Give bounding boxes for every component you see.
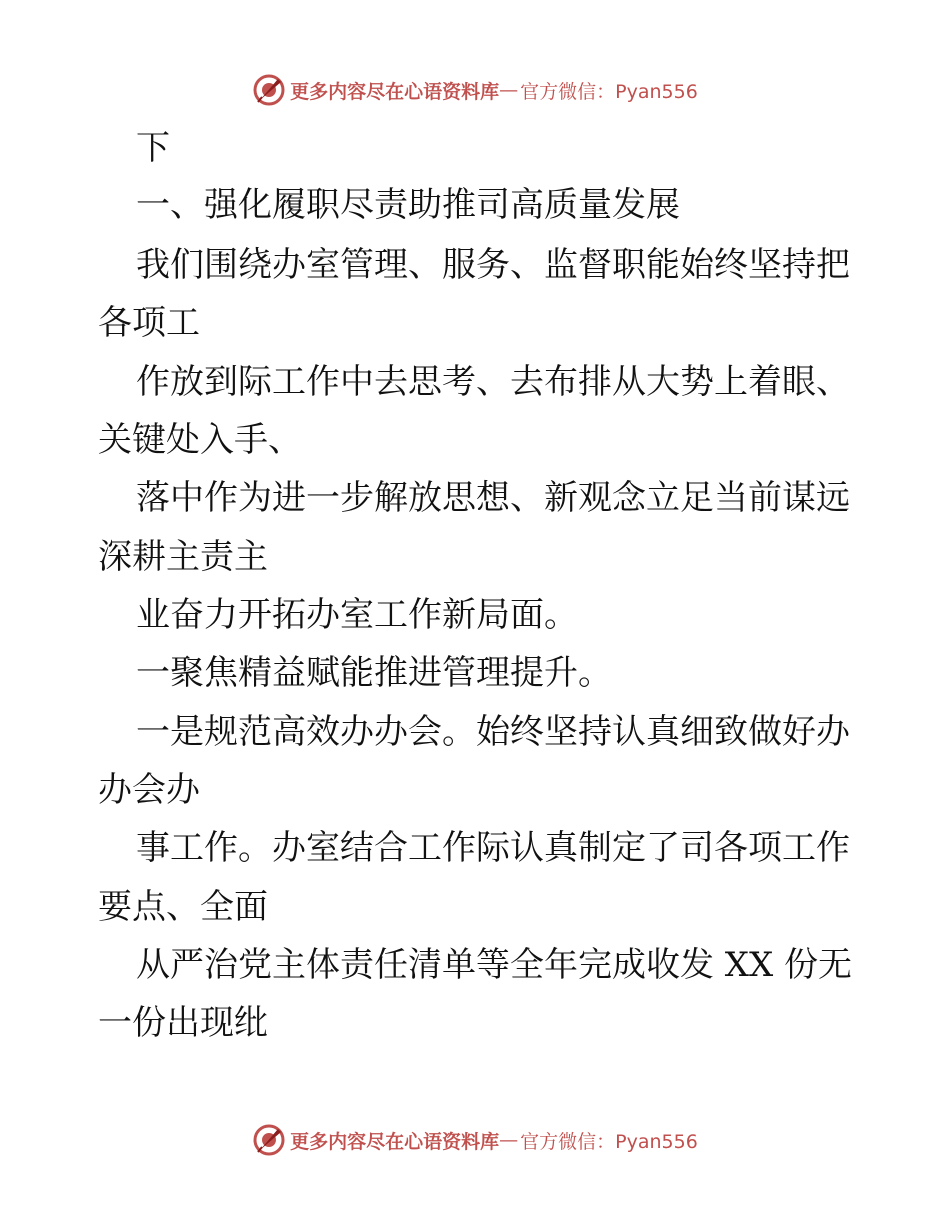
header-brand-text: 更多内容尽在心语资料库: [290, 80, 500, 103]
body-line: 我们围绕办室管理、服务、监督职能始终坚持把: [136, 245, 850, 285]
body-line: 一、强化履职尽责助推司高质量发展: [136, 185, 680, 225]
body-line: 一份出现纰: [98, 1003, 268, 1043]
header-wechat-text: 官方微信：Pyan556: [520, 80, 698, 103]
quill-logo-icon: [252, 1123, 286, 1157]
body-line: 深耕主责主: [98, 537, 268, 577]
body-line: 作放到际工作中去思考、去布排从大势上着眼、: [136, 362, 850, 402]
header-watermark: [0, 70, 950, 110]
body-line: 一聚焦精益赋能推进管理提升。: [136, 653, 612, 693]
body-line: 关键处入手、: [98, 420, 302, 460]
footer-dash: —: [499, 1129, 519, 1151]
footer-watermark: [0, 1120, 950, 1160]
header-dash: —: [499, 79, 519, 101]
body-line: 下: [136, 128, 170, 168]
body-line: 业奋力开拓办室工作新局面。: [136, 595, 578, 635]
body-line: 从严治党主体责任清单等全年完成收发 XX 份无: [136, 945, 853, 985]
body-line: 事工作。办室结合工作际认真制定了司各项工作: [136, 828, 850, 868]
body-line: 一是规范高效办办会。始终坚持认真细致做好办: [136, 712, 850, 752]
body-line: 办会办: [98, 770, 200, 810]
body-line: 各项工: [98, 303, 200, 343]
quill-logo-icon: [252, 73, 286, 107]
footer-wechat-text: 官方微信：Pyan556: [520, 1130, 698, 1153]
body-line: 落中作为进一步解放思想、新观念立足当前谋远: [136, 478, 850, 518]
body-line: 要点、全面: [98, 887, 268, 927]
footer-brand-text: 更多内容尽在心语资料库: [290, 1130, 500, 1153]
